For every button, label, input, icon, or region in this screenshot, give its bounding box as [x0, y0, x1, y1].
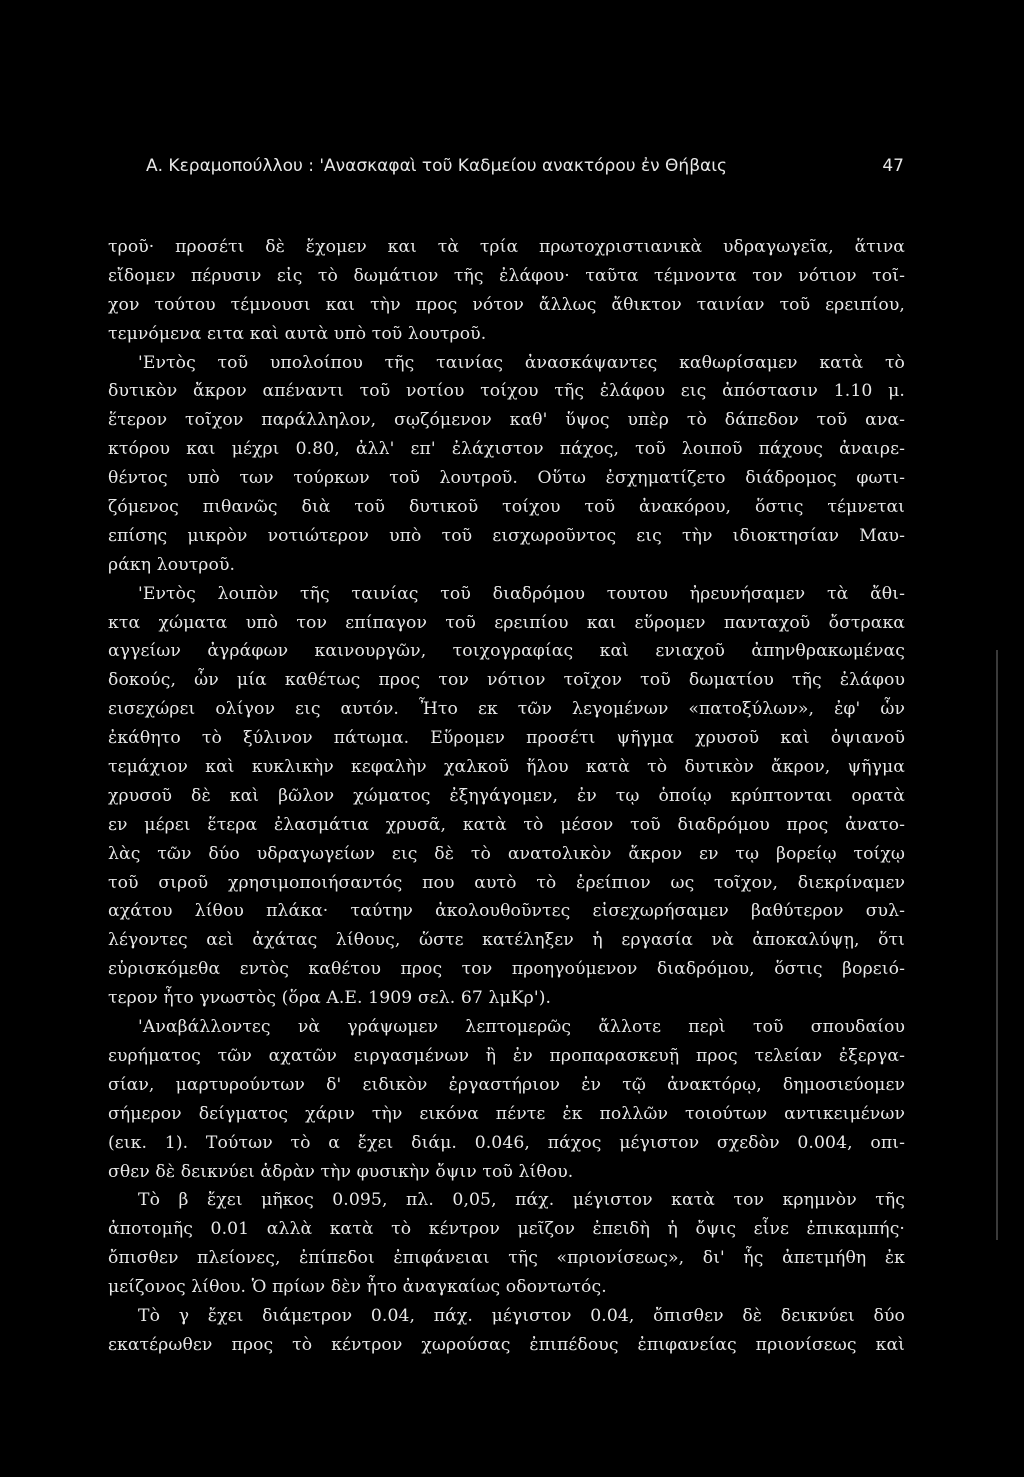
text-line: 'Εντὸς τοῦ υπολοίπου τῆς ταινίας ἀνασκάψαντες καθωρίσαμεν κατὰ τὸ — [138, 352, 905, 373]
page-number: 47 — [882, 156, 904, 176]
text-line: 'Αναβάλλοντες νὰ γράψωμεν λεπτομερῶς ἄλλοτε περὶ τοῦ σπουδαίου — [138, 1017, 905, 1038]
text-line: ράκη λουτροῦ. — [108, 554, 236, 575]
text-line: επίσης μικρὸν νοτιώτερον υπὸ τοῦ εισχωροῦντος εις τὴν ιδιοκτησίαν Μαυ- — [108, 525, 905, 546]
text-line: χον τούτου τέμνουσι και τὴν προς νότον ἄλλως ἄθικτον ταινίαν τοῦ ερειπίου, — [108, 294, 905, 315]
text-line: ἐκάθητο τὸ ξύλινον πάτωμα. Εὕρομεν προσέτι ψῆγμα χρυσοῦ καὶ ὀψιανοῦ — [108, 728, 905, 749]
text-line: τοῦ σιροῦ χρησιμοποιήσαντός που αυτὸ τὸ ἐρείπιον ως τοῖχον, διεκρίναμεν — [108, 872, 905, 893]
text-line: χρυσοῦ δὲ καὶ βῶλον χώματος ἐξηγάγομεν, ἐν τῳ ὁποίῳ κρύπτονται ορατὰ — [108, 785, 905, 806]
text-line: μείζονος λίθου. Ὁ πρίων δὲν ἦτο ἀναγκαίως οδοντωτός. — [108, 1277, 607, 1298]
text-line: Τὸ β ἔχει μῆκος 0.095, πλ. 0,05, πάχ. μέγιστον κατὰ τον κρημνὸν τῆς — [138, 1190, 905, 1211]
text-line: ευρήματος τῶν αχατῶν ειργασμένων ἢ ἐν προπαρασκευῇ προς τελείαν ἐξεργα- — [108, 1045, 905, 1066]
text-line: σίαν, μαρτυρούντων δ' ειδικὸν ἐργαστήριον ἐν τῷ ἀνακτόρῳ, δημοσιεύομεν — [108, 1074, 905, 1095]
text-line: κτόρου και μέχρι 0.80, ἀλλ' επ' ἐλάχιστον πάχος, τοῦ λοιποῦ πάχους ἀναιρε- — [108, 439, 905, 460]
text-line: Τὸ γ ἔχει διάμετρον 0.04, πάχ. μέγιστον 0.04, ὄπισθεν δὲ δεικνύει δύο — [138, 1305, 905, 1326]
text-line: λέγοντες αεὶ ἀχάτας λίθους, ὥστε κατέληξεν ἡ εργασία νὰ ἀποκαλύψῃ, ὅτι — [108, 930, 905, 951]
text-line: λὰς τῶν δύο υδραγωγείων εις δὲ τὸ ανατολικὸν ἄκρον εν τῳ βορείῳ τοίχῳ — [108, 843, 905, 864]
text-line: σήμερον δείγματος χάριν τὴν εικόνα πέντε ἐκ πολλῶν τοιούτων αντικειμένων — [108, 1103, 905, 1124]
text-line: ζόμενος πιθανῶς διὰ τοῦ δυτικοῦ τοίχου τοῦ ἀνακόρου, ὅστις τέμνεται — [108, 497, 905, 518]
header-title: Α. Κεραμοπούλλου : 'Ανασκαφαὶ τοῦ Καδμείου ανακτόρου ἐν Θήβαις — [146, 156, 727, 176]
margin-rule — [996, 650, 998, 1240]
text-line: δοκούς, ὧν μία καθέτως προς τον νότιον τοῖχον τοῦ δωματίου τῆς ἐλάφου — [108, 670, 905, 691]
text-line: αγγείων ἀγράφων καινουργῶν, τοιχογραφίας καὶ ενιαχοῦ ἀπηνθρακωμένας — [108, 641, 905, 662]
text-line: αχάτου λίθου πλάκα· ταύτην ἀκολουθοῦντες εἰσεχωρήσαμεν βαθύτερον συλ- — [108, 901, 905, 922]
text-line: θέντος υπὸ των τούρκων τοῦ λουτροῦ. Οὕτω ἐσχηματίζετο διάδρομος φωτι- — [108, 468, 905, 489]
text-line: (εικ. 1). Τούτων τὸ α ἔχει διάμ. 0.046, πάχος μέγιστον σχεδὸν 0.004, οπι- — [108, 1132, 905, 1153]
text-line: ἕτερον τοῖχον παράλληλον, σῳζόμενον καθ' ὕψος υπὲρ τὸ δάπεδον τοῦ ανα- — [108, 410, 905, 431]
text-line: τεμνόμενα ειτα καὶ αυτὰ υπὸ τοῦ λουτροῦ. — [108, 323, 487, 344]
text-line: δυτικὸν ἄκρον απέναντι τοῦ νοτίου τοίχου τῆς ἐλάφου εις ἀπόστασιν 1.10 μ. — [108, 381, 905, 402]
body-text — [108, 233, 905, 1360]
text-line: εὑρισκόμεθα εντὸς καθέτου προς τον προηγούμενον διαδρόμου, ὅστις βορειό- — [108, 959, 905, 980]
text-line: ὄπισθεν πλείονες, ἐπίπεδοι ἐπιφάνειαι τῆς «πριονίσεως», δι' ἧς ἀπετμήθη ἐκ — [108, 1248, 905, 1269]
text-line: εν μέρει ἕτερα ἐλασμάτια χρυσᾶ, κατὰ τὸ μέσον τοῦ διαδρόμου προς ἀνατο- — [108, 814, 905, 835]
text-line: τερον ἦτο γνωστὸς (ὅρα Α.Ε. 1909 σελ. 67 λμΚρ'). — [108, 988, 552, 1009]
running-header — [108, 150, 904, 180]
text-line: εἴδομεν πέρυσιν εἰς τὸ δωμάτιον τῆς ἐλάφου· ταῦτα τέμνοντα τον νότιον τοῖ- — [108, 265, 905, 286]
text-line: εκατέρωθεν προς τὸ κέντρον χωρούσας ἐπιπέδους ἐπιφανείας πριονίσεως καὶ — [108, 1334, 905, 1355]
text-line: κτα χώματα υπὸ τον επίπαγον τοῦ ερειπίου και εὕρομεν πανταχοῦ ὄστρακα — [108, 612, 905, 633]
text-line: τροῦ· προσέτι δὲ ἔχομεν και τὰ τρία πρωτοχριστιανικὰ υδραγωγεῖα, ἅτινα — [108, 237, 905, 257]
text-line: ἀποτομῆς 0.01 αλλὰ κατὰ τὸ κέντρον μεῖζον ἐπειδὴ ἡ ὄψις εἶνε ἐπικαμπής· — [108, 1219, 905, 1240]
text-line: 'Εντὸς λοιπὸν τῆς ταινίας τοῦ διαδρόμου τουτου ἠρευνήσαμεν τὰ ἄθι- — [138, 583, 905, 604]
text-line: εισεχώρει ολίγον εις αυτόν. Ἦτο εκ τῶν λεγομένων «πατοξύλων», ἐφ' ὧν — [108, 699, 905, 720]
text-line: τεμάχιον καὶ κυκλικὴν κεφαλὴν χαλκοῦ ἥλου κατὰ τὸ δυτικὸν ἄκρον, ψῆγμα — [108, 757, 905, 778]
text-line: σθεν δὲ δεικνύει ἁδρὰν τὴν φυσικὴν ὄψιν τοῦ λίθου. — [108, 1161, 574, 1182]
